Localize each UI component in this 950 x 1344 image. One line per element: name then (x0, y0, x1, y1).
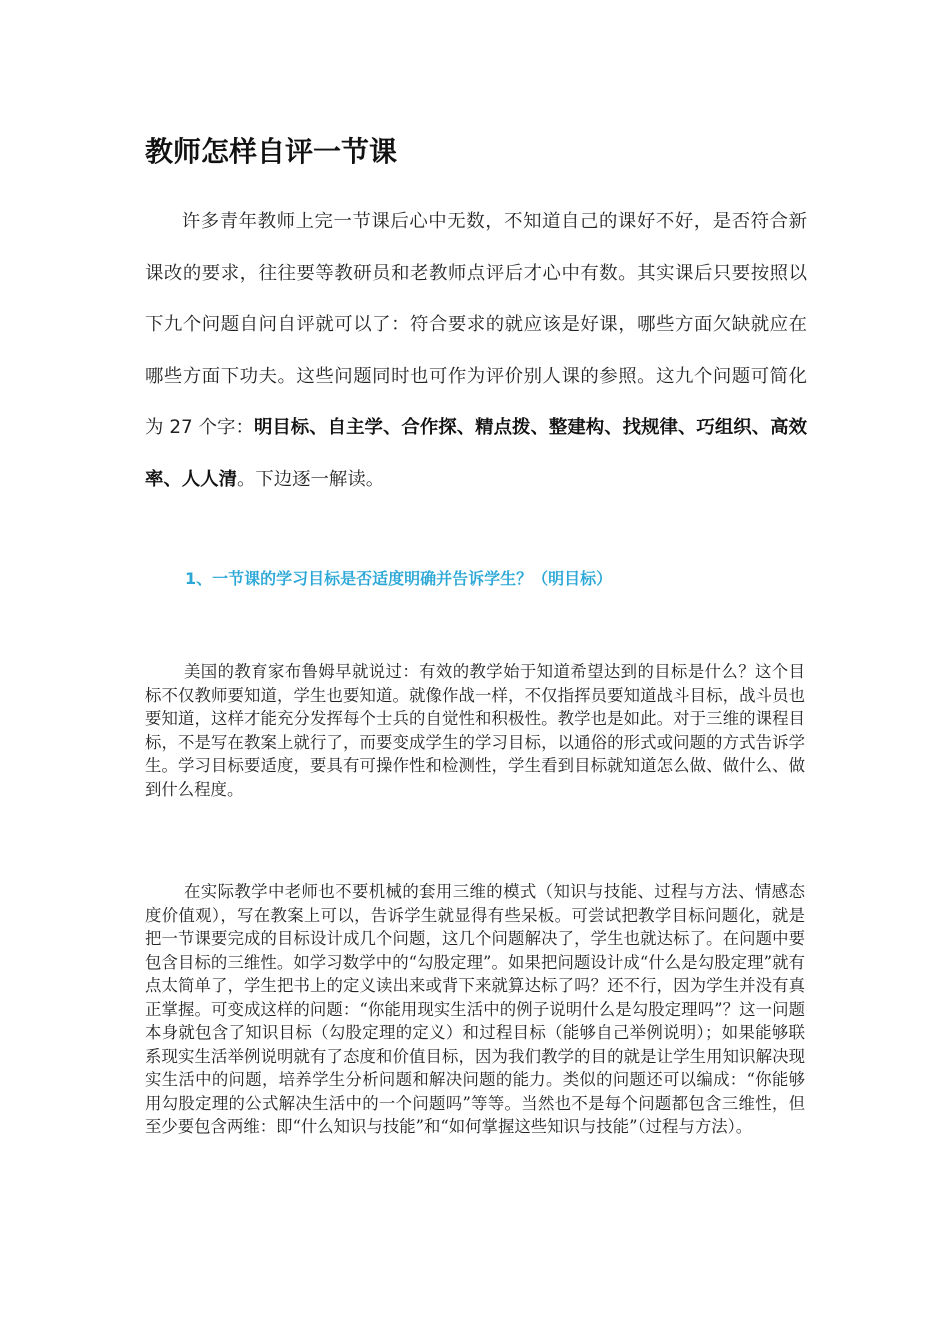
intro-paragraph (145, 196, 807, 505)
section1-paragraph-1: 美国的教育家布鲁姆早就说过：有效的教学始于知道希望达到的目标是什么？这个目标不仅教师要知道，学生也要知道。就像作战一样，不仅指挥员要知道战斗目标，战斗员也要知道，这样才能充分发挥每个士兵的自觉性和积极性。教学也是如此。对于三维的课程目标，不是写在教案上就行了，而要变成学生的学习目标，以通俗的形式或问题的方式告诉学生。学习目标要适度，要具有可操作性和检测性，学生看到目标就知道怎么做、做什么、做到什么程度。 (145, 662, 805, 799)
intro-keywords: 明目标、自主学、合作探、精点拨、整建构、找规律、巧组织、高效率、人人清 (145, 417, 807, 490)
section-heading-1: 1、一节课的学习目标是否适度明确并告诉学生？（明目标） (185, 569, 613, 588)
document-title: 教师怎样自评一节课 (145, 135, 398, 168)
intro-text-before: 许多青年教师上完一节课后心中无数，不知道自己的课好不好，是否符合新课改的要求，往往要等教研员和老教师点评后才心中有数。其实课后只要按照以下九个问题自问自评就可以了：符合要求的就应该是好课，哪些方面欠缺就应在哪些方面下功夫。这些问题同时也可作为评价别人课的参照。这九个问题可简化为 27 个字： (145, 211, 807, 438)
intro-text-after: 。下边逐一解读。 (236, 468, 385, 490)
section1-paragraph-2: 在实际教学中老师也不要机械的套用三维的模式（知识与技能、过程与方法、情感态度价值观），写在教案上可以，告诉学生就显得有些呆板。可尝试把教学目标问题化，就是把一节课要完成的目标设计成几个问题，这几个问题解决了，学生也就达标了。在问题中要包含目标的三维性。如学习数学中的“勾股定理”。如果把问题设计成“什么是勾股定理”就有点太简单了，学生把书上的定义读出来或背下来就算达标了吗？还不行，因为学生并没有真正掌握。可变成这样的问题：“你能用现实生活中的例子说明什么是勾股定理吗”？这一问题本身就包含了知识目标（勾股定理的定义）和过程目标（能够自己举例说明）；如果能够联系现实生活举例说明就有了态度和价值目标，因为我们教学的目的就是让学生用知识解决现实生活中的问题，培养学生分析问题和解决问题的能力。类似的问题还可以编成：“你能够用勾股定理的公式解决生活中的一个问题吗”等等。当然也不是每个问题都包含三维性，但至少要包含两维：即“什么知识与技能”和“如何掌握这些知识与技能”（过程与方法）。 (145, 882, 805, 1137)
